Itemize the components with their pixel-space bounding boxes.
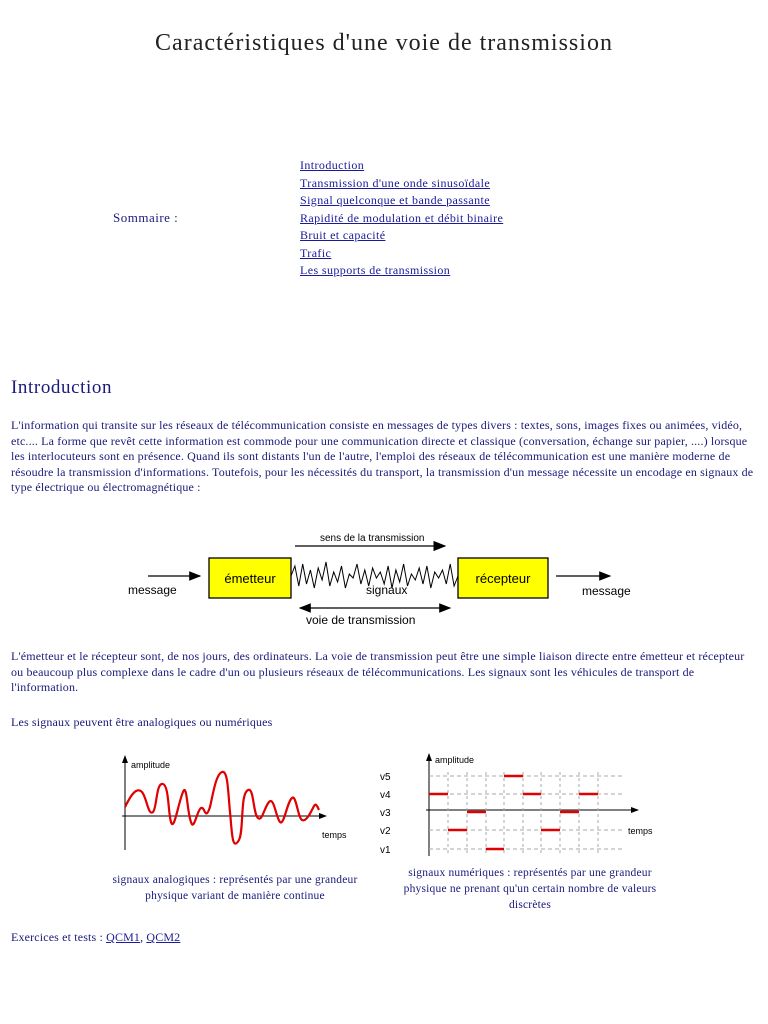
analog-caption: signaux analogiques : représentés par une grandeur physique variant de manière continue xyxy=(112,874,358,902)
level-label-v1: v1 xyxy=(380,845,391,856)
qcm1-link[interactable]: QCM1 xyxy=(106,930,141,944)
qcm2-link[interactable]: QCM2 xyxy=(146,930,181,944)
toc-link-trafic[interactable]: Trafic xyxy=(300,245,332,260)
toc-link-bruit-capacite[interactable]: Bruit et capacité xyxy=(300,228,386,242)
level-label-v4: v4 xyxy=(380,790,391,801)
signaux-label: signaux xyxy=(366,583,408,597)
intro-paragraph-3: Les signaux peuvent être analogiques ou numériques xyxy=(11,715,273,729)
toc-link-bande-passante[interactable]: Signal quelconque et bande passante xyxy=(300,193,490,207)
table-of-contents xyxy=(300,157,503,280)
toc-link-debit-binaire[interactable]: Rapidité de modulation et débit binaire xyxy=(300,210,504,225)
sommaire-label: Sommaire : xyxy=(113,210,179,225)
toc-link-supports[interactable]: Les supports de transmission xyxy=(300,263,451,277)
toc-item xyxy=(300,175,503,193)
section-heading-introduction: Introduction xyxy=(11,377,113,398)
exercises-line xyxy=(11,930,757,946)
sens-label: sens de la transmission xyxy=(320,533,425,544)
digital-signal-chart xyxy=(376,750,666,860)
toc-item xyxy=(300,227,503,245)
transmission-diagram xyxy=(120,528,650,632)
emetteur-label: émetteur xyxy=(224,571,276,586)
toc-item xyxy=(300,262,503,280)
voie-label: voie de transmission xyxy=(306,613,416,627)
toc-item xyxy=(300,157,503,175)
page-title: Caractéristiques d'une voie de transmission xyxy=(155,30,613,56)
level-label-v5: v5 xyxy=(380,772,391,783)
level-label-v3: v3 xyxy=(380,808,391,819)
exercises-separator: , xyxy=(140,930,147,944)
analog-signal-curve xyxy=(125,772,319,844)
digital-level-lines xyxy=(380,772,624,856)
intro-paragraph-1: L'information qui transite sur les réseaux de télécommunication consiste en messages de types divers : textes, sons, images fixes ou animées, vidéo, etc.... La forme que revêt cette information est commode pour une communication directe et classique (conversation, échange sur papier, ....) lorsque les interlocuteurs sont en présence. Quand ils sont distants l'un de l'autre, l'emploi des réseaux de télécommunication est une manière moderne de résoudre la transmission d'informations. Toutefois, pour les nécessités du transport, la transmission d'un message nécessite un encodage en signaux de type électrique ou électromagnétique : xyxy=(11,418,754,494)
analog-x-label: temps xyxy=(322,830,347,840)
message-input-label: message xyxy=(128,583,177,597)
digital-signal-steps xyxy=(429,776,598,849)
message-output-label: message xyxy=(582,584,631,598)
toc-link-onde-sinusoidale[interactable]: Transmission d'une onde sinusoïdale xyxy=(300,175,491,190)
digital-y-label: amplitude xyxy=(435,755,475,765)
intro-paragraph-2: L'émetteur et le récepteur sont, de nos jours, des ordinateurs. La voie de transmission peut être une simple liaison directe entre émetteur et récepteur ou beaucoup plus complexe dans le cadre d'un ou plusieurs réseaux de télécommunications. Les signaux sont les véhicules de transport de l'information. xyxy=(11,649,745,694)
digital-caption: signaux numériques : représentés par une grandeur physique ne prenant qu'un certain nombre de valeurs discrètes xyxy=(403,867,657,911)
toc-link-introduction[interactable]: Introduction xyxy=(300,158,365,172)
toc-item xyxy=(300,192,503,210)
toc-item xyxy=(300,245,503,263)
analog-signal-chart xyxy=(112,752,360,857)
level-label-v2: v2 xyxy=(380,826,391,837)
analog-y-label: amplitude xyxy=(131,760,171,770)
toc-item xyxy=(300,210,503,228)
digital-x-label: temps xyxy=(628,826,653,836)
exercises-prefix: Exercices et tests : xyxy=(11,930,107,944)
recepteur-label: récepteur xyxy=(475,571,531,586)
